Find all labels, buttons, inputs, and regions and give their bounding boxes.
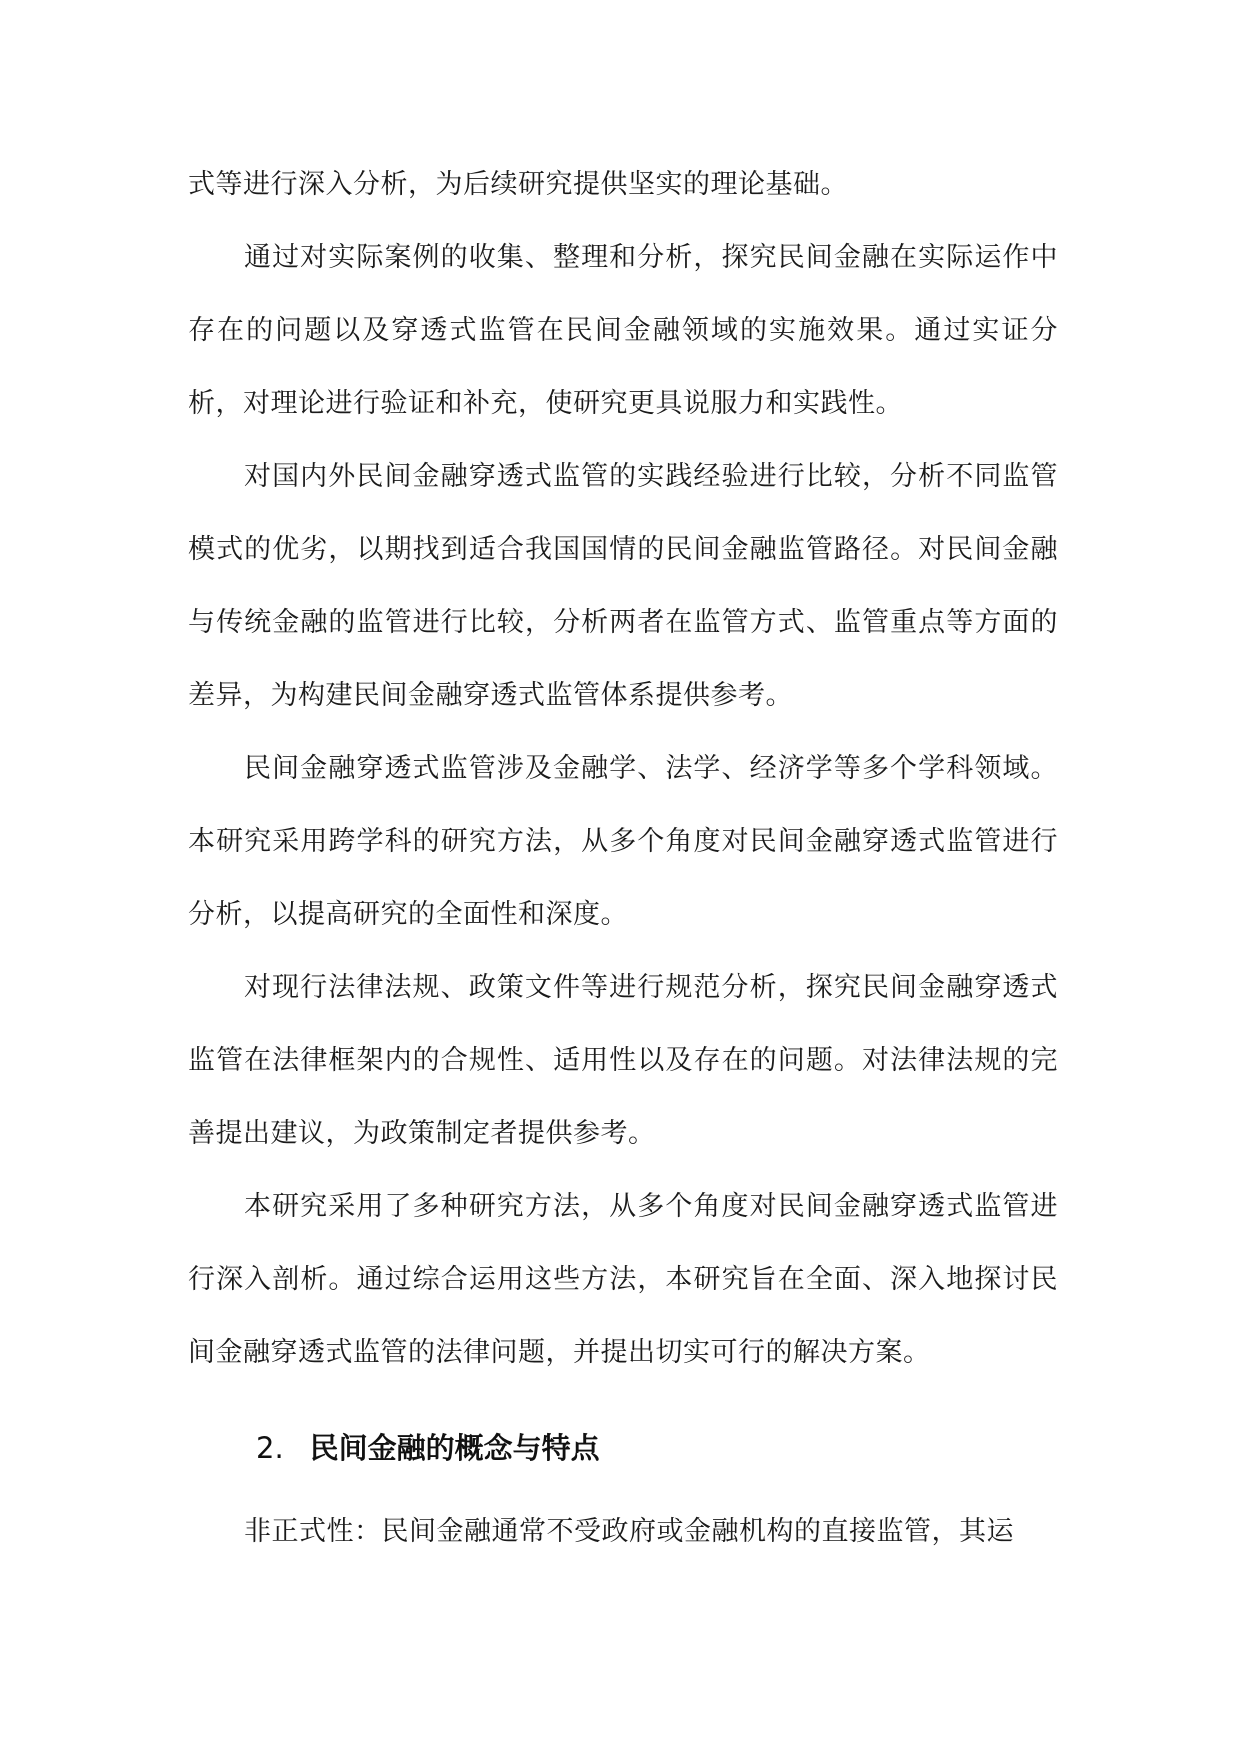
paragraph-normative: 对现行法律法规、政策文件等进行规范分析，探究民间金融穿透式监管在法律框架内的合规性、适用性以及存在的问题。对法律法规的完善提出建议，为政策制定者提供参考。: [188, 972, 1058, 1149]
paragraph-case-study: 通过对实际案例的收集、整理和分析，探究民间金融在实际运作中存在的问题以及穿透式监管在民间金融领域的实施效果。通过实证分析，对理论进行验证和补充，使研究更具说服力和实践性。: [188, 242, 1058, 419]
section-heading: [188, 1413, 1058, 1483]
document-body: [188, 148, 1058, 1568]
paragraph-interdisciplinary: 民间金融穿透式监管涉及金融学、法学、经济学等多个学科领域。本研究采用跨学科的研究方法，从多个角度对民间金融穿透式监管进行分析，以提高研究的全面性和深度。: [188, 753, 1058, 930]
paragraph-continuation: 式等进行深入分析，为后续研究提供坚实的理论基础。: [188, 169, 848, 200]
paragraph-summary: 本研究采用了多种研究方法，从多个角度对民间金融穿透式监管进行深入剖析。通过综合运用这些方法，本研究旨在全面、深入地探讨民间金融穿透式监管的法律问题，并提出切实可行的解决方案。: [188, 1191, 1058, 1368]
paragraph-comparison: 对国内外民间金融穿透式监管的实践经验进行比较，分析不同监管模式的优劣，以期找到适合我国国情的民间金融监管路径。对民间金融与传统金融的监管进行比较，分析两者在监管方式、监管重点等方面的差异，为构建民间金融穿透式监管体系提供参考。: [188, 461, 1058, 711]
section-number: 2.: [256, 1431, 284, 1465]
paragraph-informality: 非正式性：民间金融通常不受政府或金融机构的直接监管，其运: [244, 1516, 1014, 1547]
section-title: 民间金融的概念与特点: [309, 1431, 600, 1465]
